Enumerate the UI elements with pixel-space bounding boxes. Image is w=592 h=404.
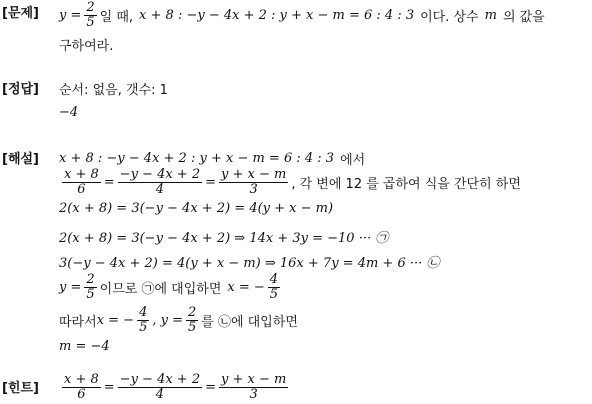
fraction-num: 2: [86, 271, 95, 287]
solution-l2-frac-3: [219, 168, 288, 196]
solution-l7-b: x = −: [96, 312, 135, 328]
problem-var-m: m: [484, 7, 497, 23]
fraction-den: 3: [249, 386, 258, 402]
problem-text-1: 일 때,: [99, 9, 134, 25]
problem-line-1: [59, 2, 545, 28]
fraction-den: 6: [77, 386, 86, 402]
hint-frac-1: [62, 373, 101, 401]
problem-text-3: 의 값을: [502, 9, 545, 25]
fraction-num: y + x − m: [221, 166, 287, 182]
solution-l6-b: 이므로 ㉠에 대입하면: [99, 281, 222, 297]
solution-l6-frac-1: [84, 273, 96, 301]
solution-l6-a: y =: [59, 279, 82, 295]
fraction-num: x + 8: [64, 166, 99, 182]
fraction-den: 6: [77, 181, 86, 197]
fraction-den: 4: [155, 181, 165, 197]
problem-tag: [문제]: [2, 6, 39, 21]
fraction-num: y + x − m: [221, 371, 287, 387]
solution-l7-c: , y =: [152, 312, 183, 328]
solution-line-5: 3(−y − 4x + 2) = 4(y + x − m) ⇒ 16x + 7y = 4m + 6 ··· ㉡: [59, 256, 440, 271]
solution-l7-frac-2: [186, 306, 198, 334]
solution-line-7: [59, 303, 298, 337]
fraction-num: 4: [269, 271, 279, 287]
solution-l1-expr: x + 8 : −y − 4x + 2 : y + x − m = 6 : 4 : 3: [59, 151, 335, 166]
answer-info: 순서: 없음, 갯수: 1: [59, 83, 168, 98]
hint-frac-2: [118, 373, 202, 401]
fraction-num: −y − 4x + 2: [119, 371, 201, 387]
fraction-den: 5: [139, 319, 148, 335]
fraction-num: x + 8: [64, 371, 99, 387]
solution-l7-a: 따라서: [59, 314, 97, 330]
problem-fraction-den: 5: [86, 14, 95, 30]
fraction-den: 3: [249, 181, 258, 197]
solution-line-8: m = −4: [59, 339, 110, 354]
hint-line: $\frac{x + 8}{6}$ = $\frac{-y - 4x + 2}{4}$ = $\frac{y + x - m}{3}$: [64, 371, 287, 402]
solution-l2-text: , 각 변에 12 를 곱하여 식을 간단히 하면: [291, 176, 521, 192]
solution-tag: [해설]: [2, 152, 39, 167]
hint-tag: [힌트]: [2, 381, 39, 396]
fraction-den: 5: [188, 319, 197, 335]
fraction-num: −y − 4x + 2: [119, 166, 201, 182]
solution-l7-d: 를 ㉡에 대입하면: [201, 314, 298, 330]
solution-l7-frac-1: [137, 306, 149, 334]
fraction-den: 5: [269, 286, 279, 302]
problem-text-2: 이다. 상수: [420, 9, 479, 25]
solution-line-6: [59, 270, 283, 304]
solution-line-2: $\frac{x + 8}{6}$ = $\frac{-y - 4x + 2}{4}$ = $\frac{y + x - m}{3}$ , 각 변에 12 를 곱하여 식을 간단히 하면: [64, 166, 521, 197]
solution-l6-c: x = −: [227, 279, 265, 295]
answer-tag: [정답]: [2, 82, 39, 97]
fraction-den: 5: [86, 286, 95, 302]
fraction-num: 2: [188, 304, 197, 320]
answer-value: −4: [59, 105, 79, 120]
fraction-num: 4: [139, 304, 148, 320]
solution-line-4: 2(x + 8) = 3(−y − 4x + 2) ⇒ 14x + 3y = −10 ··· ㉠: [59, 231, 389, 246]
problem-eq-y: y =: [59, 7, 82, 23]
hint-frac-3: [219, 373, 288, 401]
problem-ratio-expr: x + 8 : −y − 4x + 2 : y + x − m = 6 : 4 : 3: [139, 7, 415, 23]
problem-fraction: [84, 1, 96, 29]
fraction-den: 4: [155, 386, 165, 402]
solution-l1-text: 에서: [340, 153, 366, 168]
problem-fraction-num: 2: [86, 0, 95, 15]
solution-line-3: 2(x + 8) = 3(−y − 4x + 2) = 4(y + x − m): [59, 201, 334, 216]
solution-l2-frac-2: [118, 168, 202, 196]
solution-l2-frac-1: [62, 168, 101, 196]
solution-l6-frac-2: [268, 273, 280, 301]
problem-line-2: 구하여라.: [59, 39, 114, 54]
